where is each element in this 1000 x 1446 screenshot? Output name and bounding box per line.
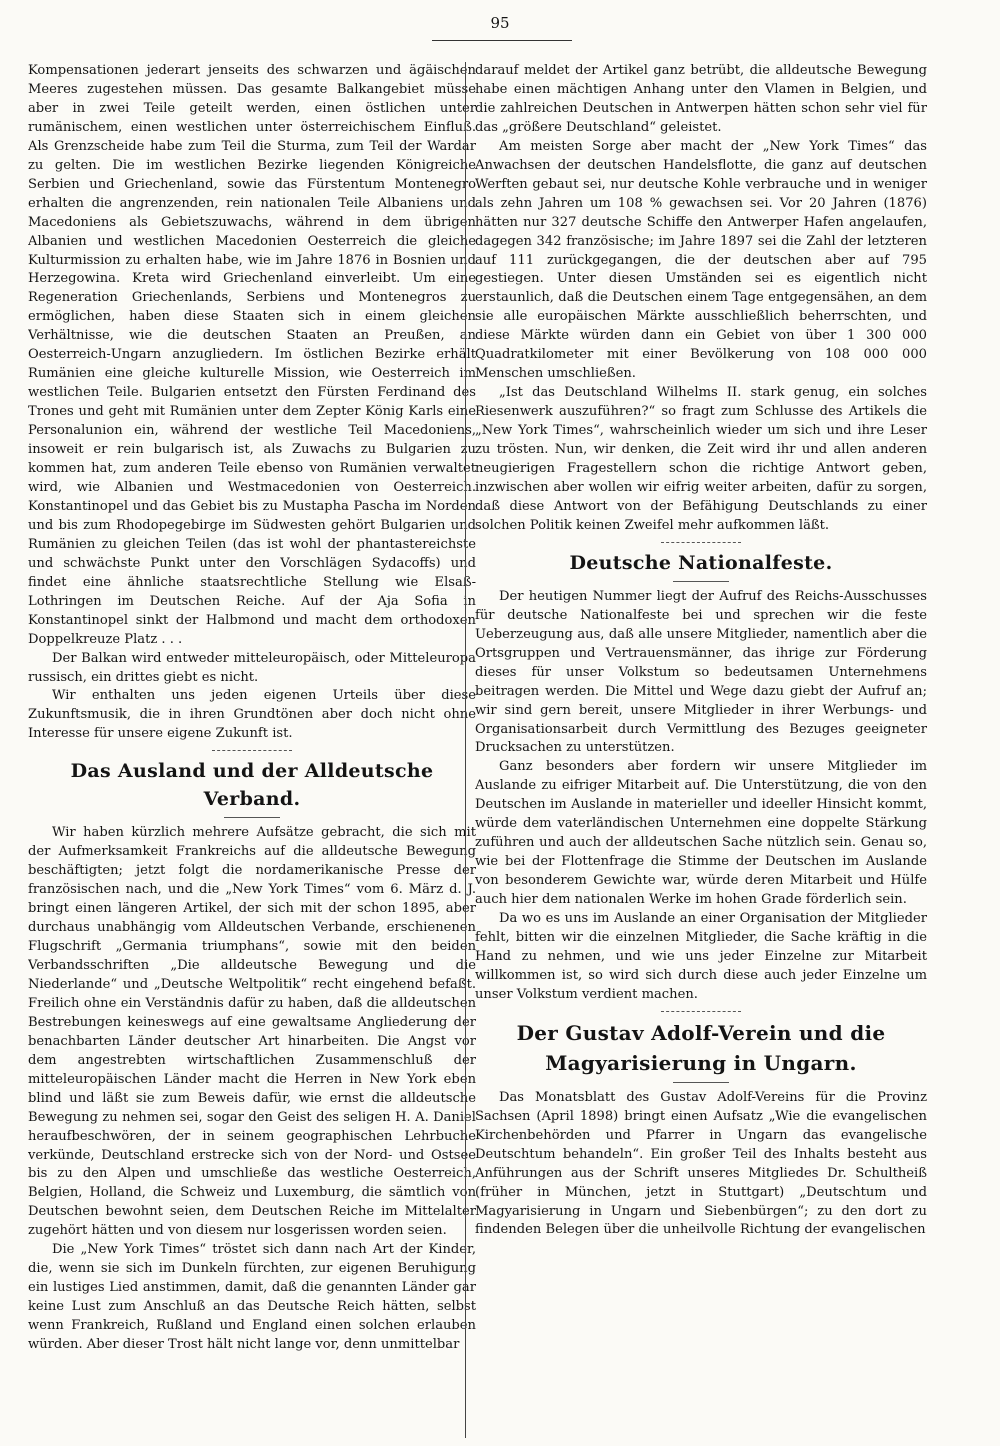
paragraph: Ganz besonders aber fordern wir unsere Mitglieder im Auslande zu eifriger Mitarbeit auf. Die Unterstützung, die von den Deutschen im Auslande in materieller und ideeller Hinsicht kommt, würde dem vaterländischen Unternehmen eine doppelte Stärkung zuführen und auch der alldeutschen Sache nützlich sein. Genau so, wie bei der Flottenfrage die Stimme der Deutschen im Auslande von besonderem Gewichte war, würde deren Mitarbeit und Hülfe auch hier dem nationalen Werke im hohen Grade förderlich sein. xyxy=(475,759,927,908)
paragraph: „Ist das Deutschland Wilhelms II. stark genug, ein solches Riesenwerk auszuführen?“ so fragt zum Schlusse des Artikels die „New York Times“, wahrscheinlich wieder um sich und ihre Leser zu trösten. Nun, wir denken, die Zeit wird ihr und allen anderen neugierigen Fragestellern schon die richtige Antwort geben, inzwischen aber wollen wir eifrig weiter arbeiten, dafür zu sorgen, daß diese Antwort von der Befähigung Deutschlands zu einer solchen Politik keinen Zweifel mehr aufkommen läßt. xyxy=(475,385,927,533)
section-heading: Das Ausland und der Alldeutsche Verband. xyxy=(70,760,434,811)
paragraph: Da wo es uns im Auslande an einer Organisation der Mitglieder fehlt, bitten wir die einzelnen Mitglieder, die Sache kräftig in die Hand zu nehmen, und wie uns jeder Einzelne zur Mitarbeit willkommen ist, so wird sich durch diese auch jeder Einzelne um unser Volkstum verdient machen. xyxy=(475,911,927,1002)
paragraph: Der Balkan wird entweder mitteleuropäisch, oder Mitteleuropa russisch, ein drittes giebt es nicht. xyxy=(28,650,476,685)
paragraph: Das Monatsblatt des Gustav Adolf-Vereins für die Provinz Sachsen (April 1898) bringt einen Aufsatz „Wie die evangelischen Kirchenbehörden und Pfarrer in Ungarn das evangelische Deutschtum behandeln“. Ein großer Teil des Inhalts besteht aus Anführungen aus der Schrift unseres Mitgliedes Dr. Schultheiß (früher in München, jetzt in Stuttgart) „Deutschtum und Magyarisierung in Ungarn und Siebenbürgen“; zu den dort zu findenden Belegen über die unheilvolle Richtung der evangelischen xyxy=(475,1089,927,1238)
section-divider xyxy=(661,542,741,543)
paragraph: Der heutigen Nummer liegt der Aufruf des Reichs-Ausschusses für deutsche Nationalfeste bei und sprechen wir die feste Ueberzeugung aus, daß alle unsere Mitglieder, namentlich aber die Ortsgruppen und Vertrauensmänner, das ihrige zur Förderung dieses für unser Volkstum so bedeutsamen Unternehmens beitragen werden. Die Mittel und Wege dazu giebt der Aufruf an; wir sind gern bereit, unsere Mitglieder in ihrer Werbungs- und Organisationsarbeit durch Vermittlung des Bezuges geeigneter Drucksachen zu unterstützen. xyxy=(475,588,927,756)
section-heading: Deutsche Nationalfeste. xyxy=(569,551,833,574)
heading-rule xyxy=(673,581,729,582)
paragraph: Kompensationen jederart jenseits des schwarzen und ägäischen Meeres zugestehen müssen. Das gesamte Balkangebiet müsse aber in zwei Teile geteilt werden, einen östlichen unter rumänischem, einen westlichen unter österreichischem Einfluß. Als Grenzscheide habe zum Teil die Sturma, zum Teil der Wardar zu gelten. Die im westlichen Bezirke liegenden Königreiche Serbien und Griechenland, sowie das Fürstentum Montenegro erhalten die angrenzenden, rein nationalen Teile Albaniens und Macedoniens als Gebietszuwachs, während in dem übrigen Albanien und westlichen Macedonien Oesterreich die gleiche Kulturmission zu erhalten habe, wie im Jahre 1876 in Bosnien und Herzegowina. Kreta wird Griechenland einverleibt. Um eine Regeneration Griechenlands, Serbiens und Montenegros zu ermöglichen, haben diese Staaten sich in einem gleichen Verhältnisse, wie die deutschen Staaten an Preußen, an Oesterreich-Ungarn anzugliedern. Im östlichen Bezirke erhält Rumänien eine gleiche kulturelle Mission, wie Oesterreich im westlichen Teile. Bulgarien entsetzt den Fürsten Ferdinand des Trones und geht mit Rumänien unter dem Zepter König Karls eine Personalunion ein, während der westliche Teil Macedoniens, insoweit er rein bulgarisch ist, als Zuwachs zu Bulgarien zu kommen hat, zum anderen Teile ebenso von Rumänien verwaltet wird, wie Albanien und Westmacedonien von Oesterreich. Konstantinopel und das Gebiet bis zu Mustapha Pascha im Norden und bis zum Rhodopegebirge im Südwesten gehört Bulgarien und Rumänien zu gleichen Teilen (das ist wohl der phantastereichste und schwächste Punkt unter den Vorschlägen Sydacoffs) und findet eine ähnliche staatsrechtliche Stellung wie Elsaß-Lothringen im Deutschen Reiche. Auf der Aja Sofia in Konstantinopel sinkt der Halbmond und macht dem orthodoxen Doppelkreuze Platz . . . xyxy=(28,63,476,647)
heading-rule xyxy=(224,817,280,818)
section-divider xyxy=(661,1011,741,1012)
section-heading: Der Gustav Adolf-Verein und die Magyarisierung in Ungarn. xyxy=(516,1020,886,1075)
paragraph: Am meisten Sorge aber macht der „New York Times“ das Anwachsen der deutschen Handelsflotte, die ganz auf deutschen Werften gebaut sei, nur deutsche Kohle verbrauche und in weniger als zehn Jahren um 108 % gewachsen sei. Vor 20 Jahren (1876) hätten nur 327 deutsche Schiffe den Antwerper Hafen angelaufen, dagegen 342 französische; im Jahre 1897 sei die Zahl der letzteren auf 111 zurückgegangen, die der deutschen aber auf 795 gestiegen. Unter diesen Umständen sei es eigentlich nicht erstaunlich, daß die Deutschen einem Tage entgegensähen, an dem sie alle europäischen Märkte ausschließlich beherrschten, und diese Märkte würden dann ein Gebiet von über 1 300 000 Quadratkilometer mit einer Bevölkerung von 108 000 000 Menschen umschließen. xyxy=(475,138,927,382)
heading-rule xyxy=(673,1082,729,1083)
header-rule xyxy=(432,40,572,41)
paragraph: darauf meldet der Artikel ganz betrübt, die alldeutsche Bewegung habe einen mächtigen Anhang unter den Vlamen in Belgien, und die zahlreichen Deutschen in Antwerpen hätten schon sehr viel für das „größere Deutschland“ geleistet. xyxy=(475,63,927,135)
column-divider xyxy=(465,62,466,1438)
page-number: 95 xyxy=(490,14,510,32)
paragraph: Die „New York Times“ tröstet sich dann nach Art der Kinder, die, wenn sie sich im Dunkeln fürchten, zur eigenen Beruhigung ein lustiges Lied anstimmen, damit, daß die genannten Länder gar keine Lust zum Anschluß an das Deutsche Reich hätten, selbst wenn Frankreich, Rußland und England einen solchen erlauben würden. Aber dieser Trost hält nicht lange vor, denn unmittelbar xyxy=(28,1242,476,1353)
paragraph: Wir enthalten uns jeden eigenen Urteils über diese Zukunftsmusik, die in ihren Grundtönen aber doch nicht ohne Interesse für unsere eigene Zukunft ist. xyxy=(28,688,476,742)
right-column xyxy=(475,62,927,1438)
left-column xyxy=(28,62,476,1438)
section-divider xyxy=(212,750,292,751)
paragraph: Wir haben kürzlich mehrere Aufsätze gebracht, die sich mit der Aufmerksamkeit Frankreichs auf die alldeutsche Bewegung beschäftigten; jetzt folgt die nordamerikanische Presse der französischen nach, und die „New York Times“ vom 6. März d. J. bringt einen längeren Artikel, der sich mit der schon 1895, aber durchaus unabhängig vom Alldeutschen Verbande, erschienenen Flugschrift „Germania triumphans“, sowie mit den beiden Verbandsschriften „Die alldeutsche Bewegung und die Niederlande“ und „Deutsche Weltpolitik“ recht eingehend befaßt. Freilich ohne ein Verständnis dafür zu haben, daß die alldeutschen Bestrebungen keineswegs auf eine gewaltsame Angliederung der benachbarten Länder deutscher Art hinarbeiten. Die Angst vor dem angestrebten wirtschaftlichen Zusammenschluß der mitteleuropäischen Länder macht die Herren in New York eben blind und läßt sie zum Beweis dafür, wie ernst die alldeutsche Bewegung zu nehmen sei, sogar den Geist des seligen H. A. Daniel heraufbeschwören, der in seinem geographischen Lehrbuche verkünde, Deutschland erstrecke sich von der Nord- und Ostsee bis zu den Alpen und umschließe das westliche Oesterreich, Belgien, Holland, die Schweiz und Luxemburg, die sämtlich von Deutschen bewohnt seien, dem Deutschen Reiche im Mittelalter zugehört hätten und von diesem nur losgerissen worden seien. xyxy=(28,825,476,1239)
